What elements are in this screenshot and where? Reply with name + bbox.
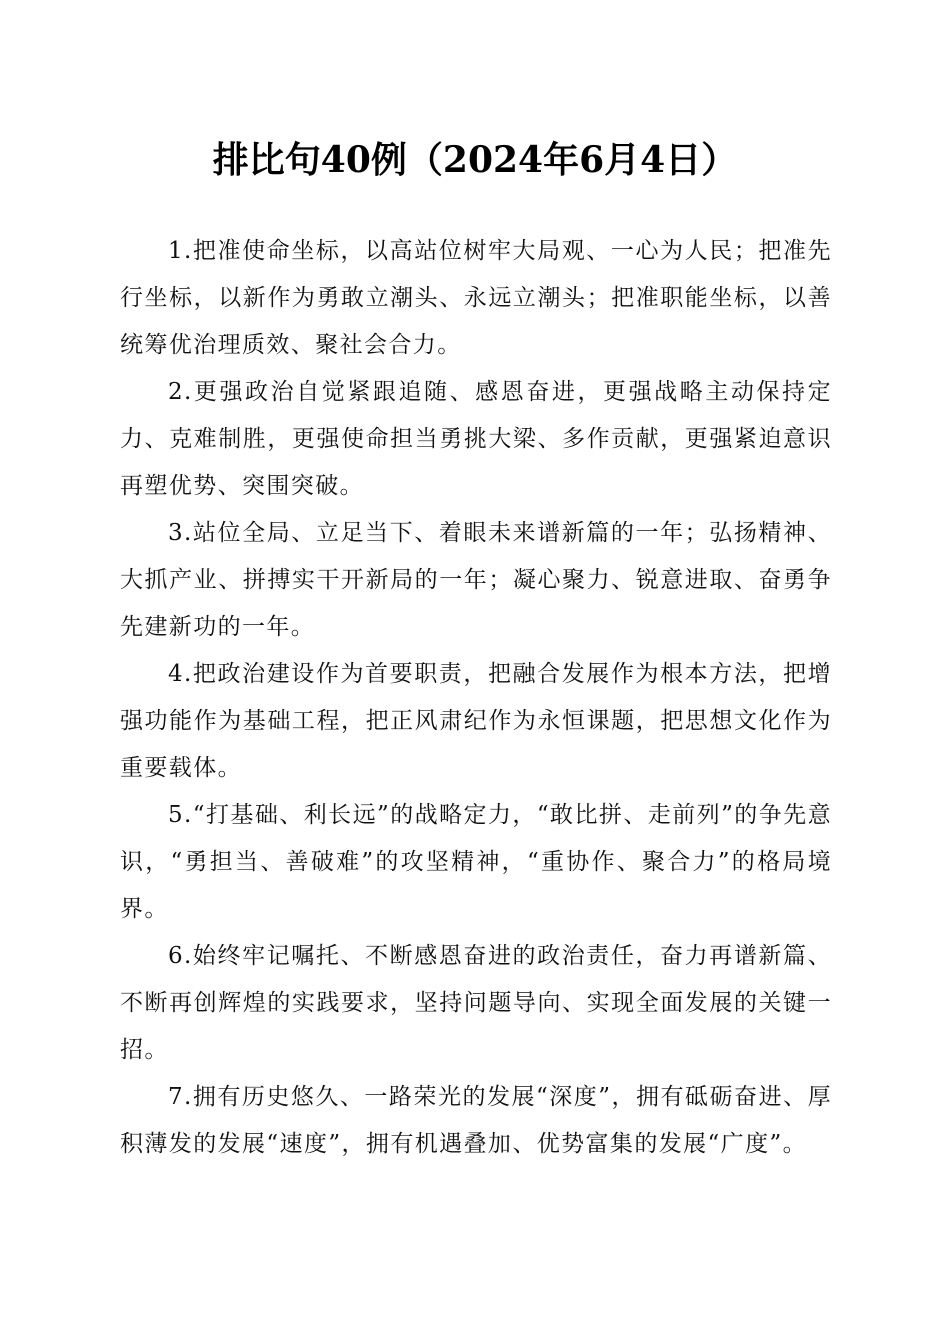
document-body [120,228,832,1168]
paragraph-3: 3.站位全局、立足当下、着眼未来谱新篇的一年；弘扬精神、大抓产业、拼搏实干开新局的一年；凝心聚力、锐意进取、奋勇争先建新功的一年。 [120,520,832,640]
paragraph-1: 1.把准使命坐标，以高站位树牢大局观、一心为人民；把准先行坐标，以新作为勇敢立潮头、永远立潮头；把准职能坐标，以善统筹优治理质效、聚社会合力。 [120,238,832,358]
paragraph-7: 7.拥有历史悠久、一路荣光的发展“深度”，拥有砥砺奋进、厚积薄发的发展“速度”，拥有机遇叠加、优势富集的发展“广度”。 [120,1084,832,1157]
paragraph-5: 5.“打基础、利长远”的战略定力，“敢比拼、走前列”的争先意识，“勇担当、善破难”的攻坚精神，“重协作、聚合力”的格局境界。 [120,802,832,922]
paragraph-2: 2.更强政治自觉紧跟追随、感恩奋进，更强战略主动保持定力、克难制胜，更强使命担当勇挑大梁、多作贡献，更强紧迫意识再塑优势、突围突破。 [120,379,832,499]
page-title: 排比句40例（2024年6月4日） [212,139,738,181]
paragraph-6: 6.始终牢记嘱托、不断感恩奋进的政治责任，奋力再谱新篇、不断再创辉煌的实践要求，坚持问题导向、实现全面发展的关键一招。 [120,943,832,1063]
paragraph-4: 4.把政治建设作为首要职责，把融合发展作为根本方法，把增强功能作为基础工程，把正风肃纪作为永恒课题，把思想文化作为重要载体。 [120,661,832,781]
